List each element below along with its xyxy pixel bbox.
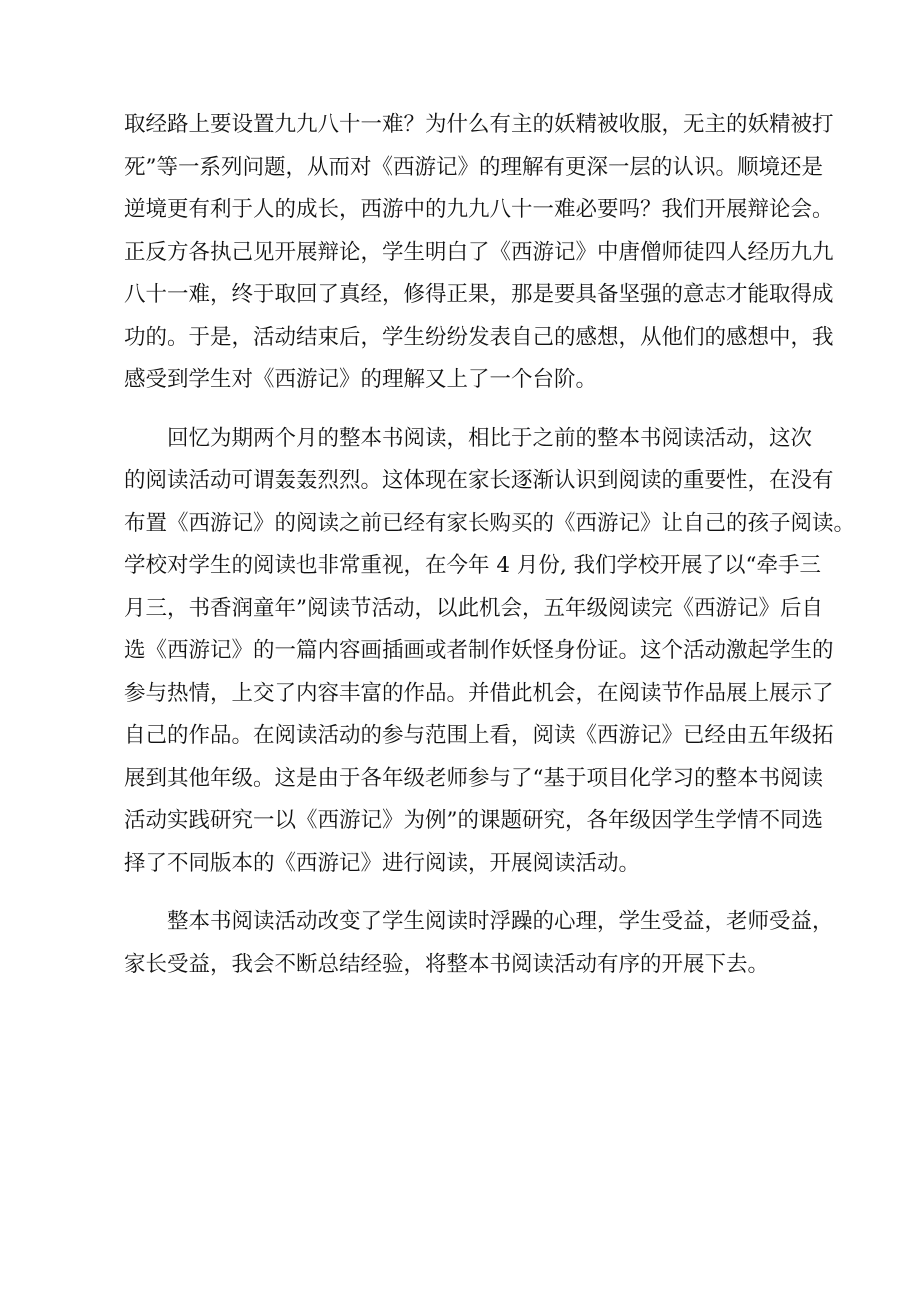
paragraph-1 bbox=[124, 104, 834, 402]
paragraph-spacing bbox=[124, 885, 804, 901]
paragraph-line: 感受到学生对《西游记》的理解又上了一个台阶。 bbox=[124, 367, 598, 392]
paragraph-line: 回忆为期两个月的整本书阅读，相比于之前的整本书阅读活动，这次 bbox=[167, 425, 813, 451]
paragraph-line: 活动实践研究一以《西游记》为例”的课题研究，各年级因学生学情不同选 bbox=[124, 808, 823, 833]
paragraph-line: 取经路上要设置九九八十一难？为什么有主的妖精被收服，无主的妖精被打 bbox=[124, 112, 834, 137]
paragraph-line: 正反方各执己见开展辩论，学生明白了《西游记》中唐僧师徒四人经历九九 bbox=[124, 239, 834, 265]
paragraph-line: 的阅读活动可谓轰轰烈烈。这体现在家长逐渐认识到阅读的重要性，在没有 bbox=[124, 468, 834, 493]
paragraph-line: 布置《西游记》的阅读之前已经有家长购买的《西游记》让自己的孩子阅读。 bbox=[124, 510, 856, 536]
paragraph-line: 参与热情，上交了内容丰富的作品。并借此机会，在阅读节作品展上展示了 bbox=[124, 680, 834, 706]
paragraph-line: 功的。于是，活动结束后，学生纷纷发表自己的感想，从他们的感想中，我 bbox=[124, 324, 834, 350]
paragraph-2 bbox=[124, 418, 856, 886]
document-body bbox=[124, 104, 856, 986]
paragraph-line: 家长受益，我会不断总结经验，将整本书阅读活动有序的开展下去。 bbox=[124, 951, 770, 977]
paragraph-line: 月三，书香润童年”阅读节活动，以此机会，五年级阅读完《西游记》后自 bbox=[124, 595, 823, 621]
paragraph-3 bbox=[124, 901, 834, 986]
paragraph-line: 择了不同版本的《西游记》进行阅读，开展阅读活动。 bbox=[124, 850, 641, 876]
paragraph-line: 自己的作品。在阅读活动的参与范围上看，阅读《西游记》已经由五年级拓 bbox=[124, 723, 834, 748]
paragraph-spacing bbox=[124, 402, 804, 418]
paragraph-line: 学校对学生的阅读也非常重视，在今年 4 月份, 我们学校开展了以“牵手三 bbox=[124, 553, 822, 578]
paragraph-line: 展到其他年级。这是由于各年级老师参与了“基于项目化学习的整本书阅读 bbox=[124, 765, 823, 791]
paragraph-line: 死”等一系列问题，从而对《西游记》的理解有更深一层的认识。顺境还是 bbox=[124, 154, 823, 180]
paragraph-line: 八十一难，终于取回了真经，修得正果，那是要具备坚强的意志才能取得成 bbox=[124, 282, 834, 307]
paragraph-line: 逆境更有利于人的成长，西游中的九九八十一难必要吗？我们开展辩论会。 bbox=[124, 197, 834, 222]
paragraph-line: 选《西游记》的一篇内容画插画或者制作妖怪身份证。这个活动激起学生的 bbox=[124, 638, 834, 663]
paragraph-line: 整本书阅读活动改变了学生阅读时浮躁的心理，学生受益，老师受益， bbox=[167, 909, 834, 934]
